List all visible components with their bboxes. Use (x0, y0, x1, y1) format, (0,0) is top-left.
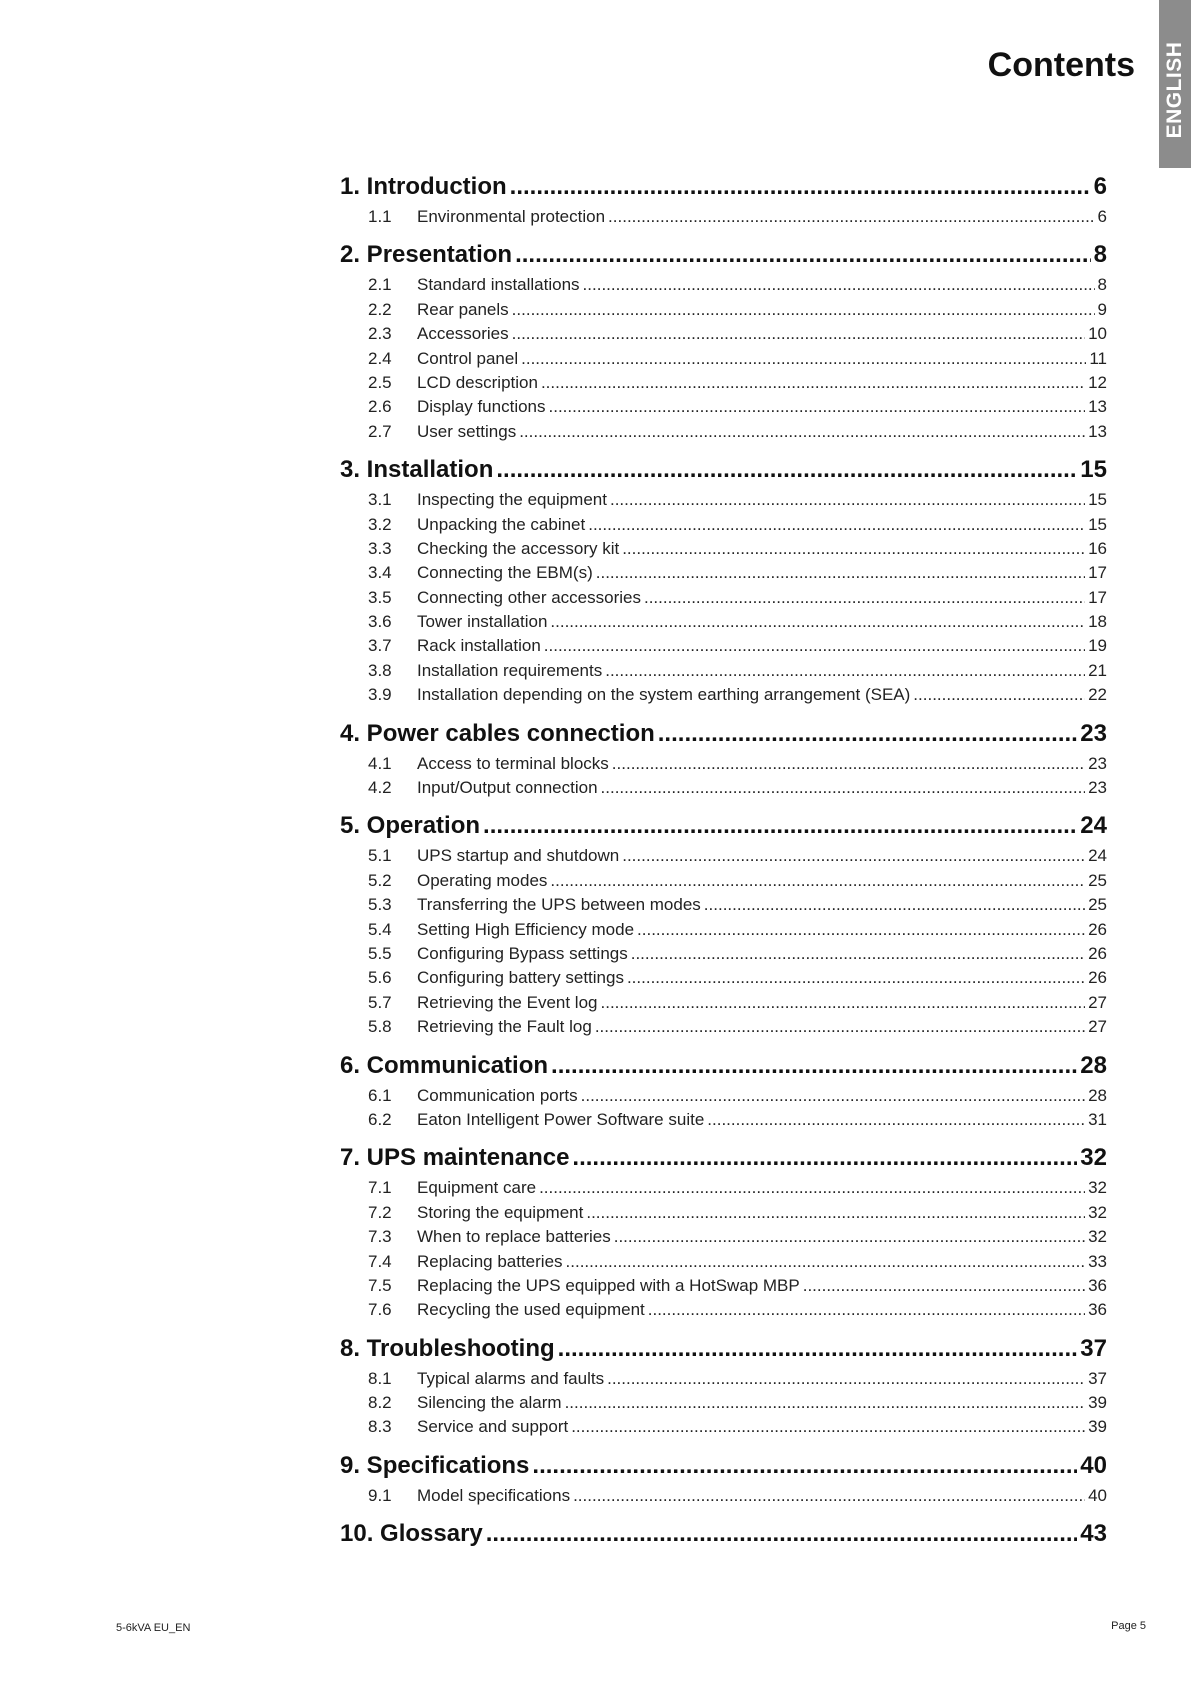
subsection-page-number: 33 (1088, 1251, 1107, 1271)
subsection-title: Connecting the EBM(s) (417, 563, 593, 583)
toc-subsection-entry[interactable] (368, 205, 1107, 229)
chapter-title: 1. Introduction (340, 173, 507, 200)
dot-leader (913, 683, 1085, 707)
dot-leader (704, 893, 1085, 917)
dot-leader (512, 322, 1085, 346)
chapter-page-number: 6 (1093, 173, 1107, 200)
subsection-page-number: 9 (1097, 299, 1107, 319)
subsection-title: When to replace batteries (417, 1227, 611, 1247)
dot-leader (515, 237, 1091, 273)
toc-subsection-entry[interactable] (368, 273, 1107, 297)
dot-leader (551, 1048, 1077, 1084)
dot-leader (612, 752, 1085, 776)
chapter-page-number: 28 (1080, 1051, 1107, 1079)
subsection-title: Installation requirements (417, 660, 603, 680)
chapter-title: 7. UPS maintenance (340, 1144, 570, 1172)
toc-chapter-entry[interactable] (340, 1516, 1107, 1552)
dot-leader (581, 1084, 1085, 1108)
dot-leader (521, 347, 1086, 371)
table-of-contents (340, 169, 1107, 1560)
subsection-number: 5.5 (368, 943, 392, 963)
dot-leader (637, 918, 1085, 942)
subsection-title: Model specifications (417, 1485, 571, 1505)
toc-subsection-entry[interactable] (368, 488, 1107, 512)
dot-leader (512, 298, 1095, 322)
toc-subsection-entry[interactable] (368, 1084, 1107, 1108)
subsection-title: Service and support (417, 1417, 569, 1437)
subsection-page-number: 31 (1088, 1109, 1107, 1129)
dot-leader (565, 1391, 1086, 1415)
page-title: Contents (987, 46, 1135, 84)
subsection-number: 3.3 (368, 538, 392, 558)
subsection-number: 3.6 (368, 612, 392, 632)
subsection-title: Replacing batteries (417, 1251, 563, 1271)
chapter-page-number: 24 (1080, 812, 1107, 840)
dot-leader (549, 395, 1086, 419)
footer-document-code: 5-6kVA EU_EN (116, 1622, 191, 1634)
subsection-number: 4.1 (368, 753, 392, 773)
subsection-number: 2.6 (368, 397, 392, 417)
dot-leader (605, 659, 1085, 683)
subsection-title: Control panel (417, 348, 519, 368)
subsection-page-number: 32 (1088, 1178, 1107, 1198)
subsection-number: 3.1 (368, 490, 392, 510)
subsection-number: 7.1 (368, 1178, 392, 1198)
subsection-page-number: 11 (1089, 348, 1107, 368)
dot-leader (566, 1250, 1086, 1274)
chapter-title: 10. Glossary (340, 1520, 483, 1548)
chapter-title: 9. Specifications (340, 1451, 530, 1479)
toc-subsection-entry[interactable] (368, 395, 1107, 419)
chapter-title: 8. Troubleshooting (340, 1334, 555, 1362)
subsection-page-number: 36 (1088, 1275, 1107, 1295)
subsection-page-number: 13 (1088, 421, 1107, 441)
toc-chapter-entry[interactable] (340, 1448, 1107, 1484)
toc-subsection-entry[interactable] (368, 561, 1107, 585)
toc-section (340, 1448, 1107, 1508)
toc-section (340, 1331, 1107, 1440)
subsection-number: 8.1 (368, 1368, 392, 1388)
subsection-title: Input/Output connection (417, 778, 598, 798)
subsection-title: Rack installation (417, 636, 541, 656)
toc-subsection-entry[interactable] (368, 1201, 1107, 1225)
subsection-number: 3.8 (368, 660, 392, 680)
subsection-page-number: 32 (1088, 1202, 1107, 1222)
subsection-number: 2.7 (368, 421, 392, 441)
subsection-page-number: 6 (1097, 207, 1107, 226)
dot-leader (583, 273, 1095, 297)
toc-subsection-entry[interactable] (368, 1274, 1107, 1298)
toc-section (340, 1516, 1107, 1552)
subsection-title: Silencing the alarm (417, 1393, 562, 1413)
toc-section (340, 1048, 1107, 1133)
subsection-page-number: 21 (1088, 660, 1107, 680)
subsection-number: 7.4 (368, 1251, 392, 1271)
toc-section (340, 716, 1107, 801)
subsection-number: 7.5 (368, 1275, 392, 1295)
language-tab (1159, 0, 1191, 168)
dot-leader (707, 1108, 1085, 1132)
subsection-title: Retrieving the Event log (417, 992, 598, 1012)
toc-subsection-entry[interactable] (368, 634, 1107, 658)
language-tab-label: ENGLISH (1163, 41, 1186, 139)
subsection-number: 7.3 (368, 1227, 392, 1247)
subsection-page-number: 22 (1088, 685, 1107, 705)
subsection-number: 5.1 (368, 846, 392, 866)
subsection-number: 8.3 (368, 1417, 392, 1437)
subsection-number: 9.1 (368, 1485, 392, 1505)
toc-subsection-entry[interactable] (368, 683, 1107, 707)
subsection-number: 7.6 (368, 1300, 392, 1320)
chapter-page-number: 43 (1080, 1520, 1107, 1548)
toc-subsection-entry[interactable] (368, 1415, 1107, 1439)
dot-leader (588, 513, 1085, 537)
dot-leader (658, 716, 1078, 752)
subsection-title: Environmental protection (417, 207, 606, 226)
subsection-title: Connecting other accessories (417, 587, 641, 607)
toc-subsection-entry[interactable] (368, 893, 1107, 917)
subsection-number: 2.4 (368, 348, 392, 368)
subsection-number: 2.2 (368, 299, 392, 319)
subsection-title: Storing the equipment (417, 1202, 584, 1222)
subsection-title: Communication ports (417, 1085, 578, 1105)
toc-subsection-entry[interactable] (368, 1015, 1107, 1039)
toc-subsection-entry[interactable] (368, 1250, 1107, 1274)
subsection-title: Transferring the UPS between modes (417, 895, 701, 915)
toc-subsection-entry[interactable] (368, 298, 1107, 322)
dot-leader (648, 1298, 1085, 1322)
subsection-page-number: 27 (1088, 992, 1107, 1012)
subsection-number: 6.1 (368, 1085, 392, 1105)
chapter-page-number: 15 (1080, 456, 1107, 484)
chapter-page-number: 40 (1080, 1451, 1107, 1479)
chapter-page-number: 23 (1080, 719, 1107, 747)
subsection-page-number: 24 (1088, 846, 1107, 866)
dot-leader (644, 586, 1085, 610)
chapter-title: 2. Presentation (340, 241, 513, 269)
dot-leader (510, 169, 1091, 205)
dot-leader (610, 488, 1085, 512)
dot-leader (631, 942, 1085, 966)
toc-subsection-entry[interactable] (368, 844, 1107, 868)
subsection-number: 5.6 (368, 968, 392, 988)
subsection-title: Rear panels (417, 299, 509, 319)
toc-chapter-entry[interactable] (340, 808, 1107, 844)
subsection-title: Replacing the UPS equipped with a HotSwap MBP (417, 1275, 800, 1295)
subsection-page-number: 36 (1088, 1300, 1107, 1320)
toc-section (340, 808, 1107, 1039)
dot-leader (622, 844, 1085, 868)
toc-subsection-entry[interactable] (368, 752, 1107, 776)
toc-subsection-entry[interactable] (368, 966, 1107, 990)
toc-section (340, 237, 1107, 444)
dot-leader (627, 966, 1085, 990)
subsection-page-number: 26 (1088, 943, 1107, 963)
subsection-number: 1.1 (368, 207, 392, 226)
toc-subsection-entry[interactable] (368, 420, 1107, 444)
subsection-number: 2.1 (368, 275, 392, 295)
toc-subsection-entry[interactable] (368, 610, 1107, 634)
toc-subsection-entry[interactable] (368, 1367, 1107, 1391)
dot-leader (550, 610, 1085, 634)
subsection-title: Unpacking the cabinet (417, 514, 586, 534)
subsection-title: LCD description (417, 372, 538, 392)
subsection-number: 3.4 (368, 563, 392, 583)
subsection-number: 2.5 (368, 372, 392, 392)
dot-leader (483, 808, 1077, 844)
subsection-page-number: 16 (1088, 538, 1107, 558)
chapter-page-number: 32 (1080, 1144, 1107, 1172)
subsection-page-number: 17 (1088, 563, 1107, 583)
subsection-page-number: 37 (1088, 1368, 1107, 1388)
toc-subsection-entry[interactable] (368, 322, 1107, 346)
toc-chapter-entry[interactable] (340, 1331, 1107, 1367)
subsection-title: UPS startup and shutdown (417, 846, 620, 866)
subsection-page-number: 28 (1088, 1085, 1107, 1105)
toc-subsection-entry[interactable] (368, 347, 1107, 371)
dot-leader (541, 371, 1085, 395)
toc-subsection-entry[interactable] (368, 586, 1107, 610)
subsection-title: Checking the accessory kit (417, 538, 620, 558)
subsection-page-number: 12 (1088, 372, 1107, 392)
subsection-page-number: 10 (1088, 324, 1107, 344)
subsection-page-number: 40 (1088, 1485, 1107, 1505)
subsection-page-number: 39 (1088, 1417, 1107, 1437)
dot-leader (539, 1176, 1085, 1200)
toc-subsection-entry[interactable] (368, 1108, 1107, 1132)
subsection-title: Retrieving the Fault log (417, 1017, 592, 1037)
subsection-number: 8.2 (368, 1393, 392, 1413)
subsection-title: Eaton Intelligent Power Software suite (417, 1109, 705, 1129)
toc-subsection-entry[interactable] (368, 1484, 1107, 1508)
subsection-page-number: 26 (1088, 968, 1107, 988)
subsection-title: Accessories (417, 324, 509, 344)
subsection-title: Configuring Bypass settings (417, 943, 628, 963)
subsection-page-number: 23 (1088, 753, 1107, 773)
chapter-title: 3. Installation (340, 456, 494, 484)
subsection-number: 4.2 (368, 778, 392, 798)
toc-chapter-entry[interactable] (340, 169, 1107, 205)
dot-leader (486, 1516, 1078, 1552)
subsection-page-number: 17 (1088, 587, 1107, 607)
subsection-page-number: 15 (1088, 490, 1107, 510)
toc-chapter-entry[interactable] (340, 452, 1107, 488)
subsection-title: Setting High Efficiency mode (417, 919, 635, 939)
subsection-number: 3.9 (368, 685, 392, 705)
subsection-title: Display functions (417, 397, 546, 417)
dot-leader (601, 991, 1086, 1015)
subsection-title: Operating modes (417, 870, 548, 890)
toc-chapter-entry[interactable] (340, 1048, 1107, 1084)
toc-subsection-entry[interactable] (368, 371, 1107, 395)
toc-chapter-entry[interactable] (340, 716, 1107, 752)
dot-leader (519, 420, 1085, 444)
subsection-title: Inspecting the equipment (417, 490, 607, 510)
subsection-title: User settings (417, 421, 517, 441)
toc-subsection-entry[interactable] (368, 513, 1107, 537)
subsection-number: 5.2 (368, 870, 392, 890)
toc-subsection-entry[interactable] (368, 537, 1107, 561)
dot-leader (558, 1331, 1078, 1367)
subsection-title: Installation depending on the system earthing arrangement (SEA) (417, 685, 911, 705)
toc-section (340, 169, 1107, 229)
chapter-title: 5. Operation (340, 812, 481, 840)
subsection-number: 5.8 (368, 1017, 392, 1037)
toc-section (340, 1140, 1107, 1322)
dot-leader (595, 1015, 1085, 1039)
dot-leader (532, 1448, 1077, 1484)
toc-subsection-entry[interactable] (368, 942, 1107, 966)
subsection-number: 5.3 (368, 895, 392, 915)
subsection-page-number: 23 (1088, 778, 1107, 798)
toc-subsection-entry[interactable] (368, 776, 1107, 800)
chapter-page-number: 8 (1093, 241, 1107, 269)
toc-subsection-entry[interactable] (368, 659, 1107, 683)
dot-leader (572, 1140, 1077, 1176)
toc-subsection-entry[interactable] (368, 991, 1107, 1015)
subsection-page-number: 32 (1088, 1227, 1107, 1247)
chapter-page-number: 37 (1080, 1334, 1107, 1362)
dot-leader (614, 1225, 1085, 1249)
toc-chapter-entry[interactable] (340, 237, 1107, 273)
subsection-page-number: 8 (1097, 275, 1107, 295)
subsection-title: Standard installations (417, 275, 580, 295)
subsection-page-number: 13 (1088, 397, 1107, 417)
dot-leader (586, 1201, 1085, 1225)
dot-leader (608, 205, 1094, 229)
toc-subsection-entry[interactable] (368, 1391, 1107, 1415)
dot-leader (596, 561, 1085, 585)
dot-leader (607, 1367, 1085, 1391)
subsection-number: 5.7 (368, 992, 392, 1012)
toc-subsection-entry[interactable] (368, 1298, 1107, 1322)
dot-leader (550, 869, 1085, 893)
toc-subsection-entry[interactable] (368, 869, 1107, 893)
subsection-number: 5.4 (368, 919, 392, 939)
subsection-number: 3.2 (368, 514, 392, 534)
subsection-number: 2.3 (368, 324, 392, 344)
footer-page-number: Page 5 (1111, 1620, 1146, 1632)
subsection-number: 3.7 (368, 636, 392, 656)
dot-leader (544, 634, 1085, 658)
subsection-title: Equipment care (417, 1178, 537, 1198)
chapter-title: 4. Power cables connection (340, 719, 655, 747)
toc-chapter-entry[interactable] (340, 1140, 1107, 1176)
dot-leader (803, 1274, 1085, 1298)
subsection-page-number: 15 (1088, 514, 1107, 534)
subsection-title: Recycling the used equipment (417, 1300, 645, 1320)
subsection-number: 6.2 (368, 1109, 392, 1129)
subsection-title: Tower installation (417, 612, 548, 632)
dot-leader (573, 1484, 1085, 1508)
subsection-title: Configuring battery settings (417, 968, 624, 988)
subsection-number: 7.2 (368, 1202, 392, 1222)
dot-leader (496, 452, 1077, 488)
toc-subsection-entry[interactable] (368, 918, 1107, 942)
subsection-title: Typical alarms and faults (417, 1368, 605, 1388)
subsection-page-number: 25 (1088, 895, 1107, 915)
subsection-number: 3.5 (368, 587, 392, 607)
toc-subsection-entry[interactable] (368, 1225, 1107, 1249)
subsection-page-number: 19 (1088, 636, 1107, 656)
dot-leader (622, 537, 1085, 561)
subsection-page-number: 27 (1088, 1017, 1107, 1037)
subsection-page-number: 39 (1088, 1393, 1107, 1413)
subsection-page-number: 18 (1088, 612, 1107, 632)
subsection-page-number: 25 (1088, 870, 1107, 890)
chapter-title: 6. Communication (340, 1051, 549, 1079)
dot-leader (601, 776, 1086, 800)
toc-section (340, 452, 1107, 708)
toc-subsection-entry[interactable] (368, 1176, 1107, 1200)
subsection-title: Access to terminal blocks (417, 753, 609, 773)
subsection-page-number: 26 (1088, 919, 1107, 939)
dot-leader (571, 1415, 1085, 1439)
